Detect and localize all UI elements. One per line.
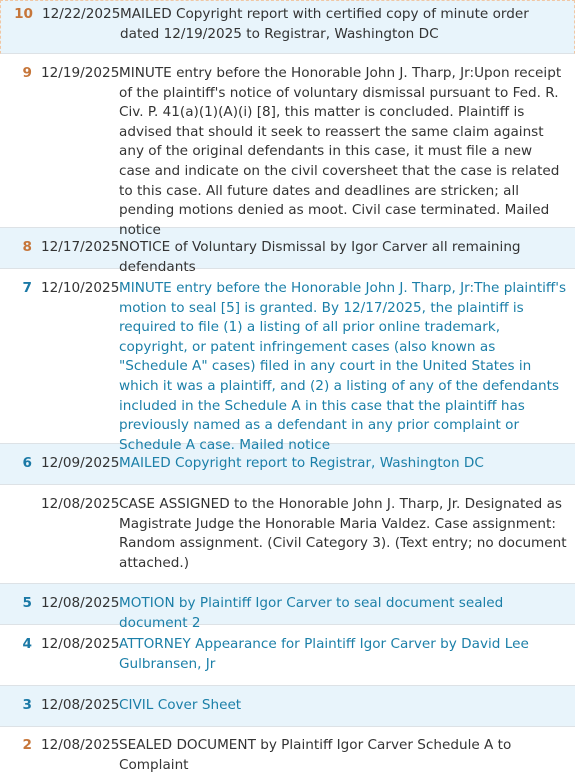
entry-text-link[interactable]: ATTORNEY Appearance for Plaintiff Igor Carver by David Lee Gulbransen, Jr [119,636,529,672]
entry-text: MINUTE entry before the Honorable John J. Tharp, Jr:Upon receipt of the plaintiff's notice of voluntary dismissal pursuant to Fed. R. Civ. P. 41(a)(1)(A)(i) [8], this matter is concluded. Plaintiff is advised that should it seek to reassert the same claim against any of the original defendants in this case, it must file a new case and indicate on the civil coversheet that the case is related to this case. All future dates and deadlines are stricken; all pending motions denied as moot. Civil case terminated. Mailed notice [119,65,562,238]
docket-row-5 [0,584,575,631]
docket-row-9 [0,54,575,238]
docket-row-10 [0,0,575,54]
entry-number: 9 [22,65,32,81]
entry-number [0,495,41,583]
entry-text-link[interactable]: MAILED Copyright report to Registrar, Washington DC [119,455,484,471]
entry-text: SEALED DOCUMENT by Plaintiff Igor Carver Schedule A to Complaint [119,737,512,773]
entry-text: NOTICE of Voluntary Dismissal by Igor Carver all remaining defendants [119,239,521,275]
entry-date: 12/09/2025 [41,455,120,471]
entry-number: 7 [22,280,32,296]
entry-number: 8 [22,239,32,255]
entry-date: 12/17/2025 [41,239,120,255]
entry-date: 12/08/2025 [41,595,120,611]
entry-date: 12/08/2025 [41,697,120,713]
docket-row-case-assigned [0,485,575,584]
entry-date: 12/08/2025 [41,636,120,652]
entry-date: 12/22/2025 [42,6,121,22]
entry-date: 12/10/2025 [41,280,120,296]
entry-date: 12/08/2025 [41,496,120,512]
entry-text-link[interactable]: MOTION by Plaintiff Igor Carver to seal document sealed document 2 [119,595,504,631]
entry-number: 6 [22,455,32,471]
entry-number: 3 [22,697,32,713]
docket-row-2 [0,727,575,773]
docket-row-8 [0,228,575,275]
entry-text: MAILED Copyright report with certified copy of minute order dated 12/19/2025 to Registrar, Washington DC [120,6,529,42]
entry-number: 10 [14,6,33,22]
entry-number: 2 [22,737,32,753]
entry-number: 5 [22,595,32,611]
entry-number: 4 [22,636,32,652]
docket-row-4 [0,625,575,686]
entry-text: CASE ASSIGNED to the Honorable John J. Tharp, Jr. Designated as Magistrate Judge the Honorable Maria Valdez. Case assignment: Random assignment. (Civil Category 3). (Text entry; no document attached.) [119,496,567,571]
entry-text-link[interactable]: CIVIL Cover Sheet [119,697,242,713]
entry-date: 12/19/2025 [41,65,120,81]
docket-row-3 [0,686,575,727]
entry-text-link[interactable]: MINUTE entry before the Honorable John J. Tharp, Jr:The plaintiff's motion to seal [5] is granted. By 12/17/2025, the plaintiff is required to file (1) a listing of all prior online trademark, copyright, or patent infringement cases (also known as "Schedule A" cases) filed in any court in the United States in which it was a plaintiff, and (2) a listing of any of the defendants included in the Schedule A in this case that the plaintiff has previously named as a defendant in any prior complaint or Schedule A case. Mailed notice [119,280,567,453]
entry-date: 12/08/2025 [41,737,120,753]
docket-row-7 [0,269,575,453]
